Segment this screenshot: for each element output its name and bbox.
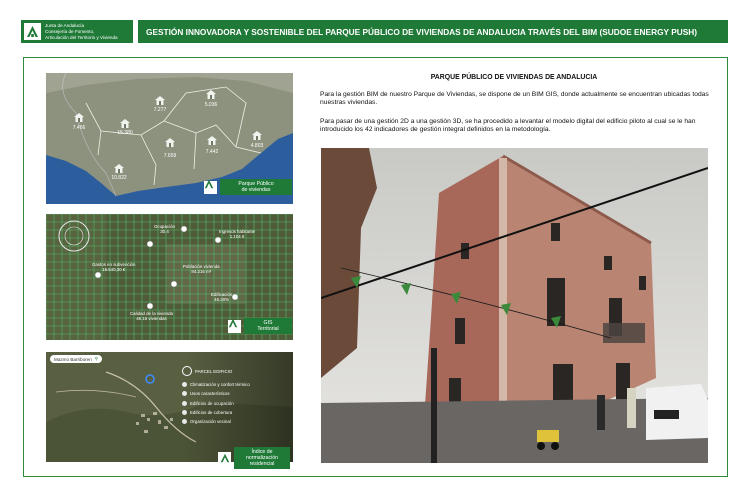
legend-item[interactable]: Organización vecinal <box>182 419 290 424</box>
house-icon <box>206 90 216 99</box>
map-value-label: 10.822 <box>111 175 127 181</box>
paragraph-bim-gis: Para la gestión BIM de nuestro Parque de Viviendas, se dispone de un BIM GIS, donde actualmente se encuentran ubicadas todas nuestras viviendas. <box>320 91 709 107</box>
gis-label: Edificación <box>211 292 233 297</box>
gis-value: 16.540,30 € <box>102 267 126 272</box>
territorial-badge <box>218 447 290 469</box>
logo-line-1: Junta de Andalucía <box>45 22 85 28</box>
legend-item[interactable]: Usos característicos <box>182 391 290 396</box>
map-badge-line: de viviendas <box>241 187 271 193</box>
section-title: PARQUE PÚBLICO DE VIVIENDAS DE ANDALUCIA <box>430 74 598 81</box>
location-name: Mazmo Barriboren <box>54 356 92 362</box>
map-badge-line: Parque Público <box>238 181 274 187</box>
house-icon <box>114 164 124 173</box>
logo-line-3: Articulación del Territorio y Vivienda <box>45 34 118 40</box>
gis-label: Población vivienda <box>183 264 220 269</box>
map-value-label: 7.466 <box>72 125 86 131</box>
gis-label: Calidad de la vivienda <box>130 311 173 316</box>
house-icon <box>207 136 217 145</box>
paragraph-pilot-building: Para pasar de una gestión 2D a una gestión 3D, se ha procedido a levantar el modelo digital del edificio piloto al cual se le han introducido los 42 indicadores de gestión integral definidos en la metodología. <box>320 118 696 134</box>
legend-item[interactable]: Climatización y confort térmico <box>182 382 290 387</box>
legend-item[interactable]: Edificios de ocupación <box>182 401 290 406</box>
map-badge <box>204 179 292 195</box>
map-value-label: 4.803 <box>250 143 264 149</box>
house-icon <box>155 96 165 105</box>
territorial-badge-line: Índice de normalización <box>245 449 278 461</box>
house-icon <box>165 138 175 147</box>
territorial-legend <box>182 366 290 428</box>
house-icon <box>252 131 262 140</box>
gis-value: 46.30% <box>214 297 230 302</box>
gis-badge <box>228 318 292 334</box>
logo-line-2: Consejería de Fomento, <box>45 28 95 34</box>
house-icon <box>74 113 84 122</box>
junta-logo-icon <box>204 181 217 194</box>
page-title: GESTIÓN INNOVADORA Y SOSTENIBLE DEL PARQUE PÚBLICO DE VIVIENDAS DE ANDALUCIA TRAVÉS DEL BIM (SUDOE ENERGY PUSH) <box>138 20 728 43</box>
gis-badge-line: Territorial <box>257 326 279 332</box>
gis-value: 1.104 € <box>229 234 245 239</box>
map-value-label: 15.380 <box>117 130 133 136</box>
compass-icon <box>182 366 192 376</box>
gis-territorial-panel <box>46 214 293 340</box>
gis-value: 30,4 <box>160 229 169 234</box>
location-search-pill[interactable] <box>50 355 102 363</box>
map-value-label: 5.036 <box>204 102 218 108</box>
house-icon <box>120 119 130 128</box>
gis-label: Gastos en subvención <box>92 262 136 267</box>
andalucia-map-panel <box>46 73 293 204</box>
map-value-label: 7.277 <box>153 107 167 113</box>
gis-badge-line: GIS <box>263 320 273 326</box>
junta-logo-icon <box>218 452 231 465</box>
territorial-badge-line: residencial <box>249 461 275 467</box>
legend-title: PARCEL EDIFICIO <box>195 368 233 374</box>
gis-label: Ocupación <box>154 224 175 229</box>
gis-value: 84.216 m² <box>191 269 212 274</box>
gis-label: Ingresos habitante <box>219 229 256 234</box>
map-value-label: 7.442 <box>205 149 219 155</box>
legend-item[interactable]: Edificios de cobertura <box>182 410 290 415</box>
location-pin-icon: ⚲ <box>94 356 99 361</box>
junta-logo-icon <box>24 23 41 40</box>
gis-value: 46.15 viviendas <box>136 316 167 321</box>
map-value-label: 7.659 <box>163 153 177 159</box>
junta-logo-icon <box>228 320 241 333</box>
pilot-building-photo <box>321 148 708 463</box>
junta-andalucia-logo <box>21 20 133 43</box>
